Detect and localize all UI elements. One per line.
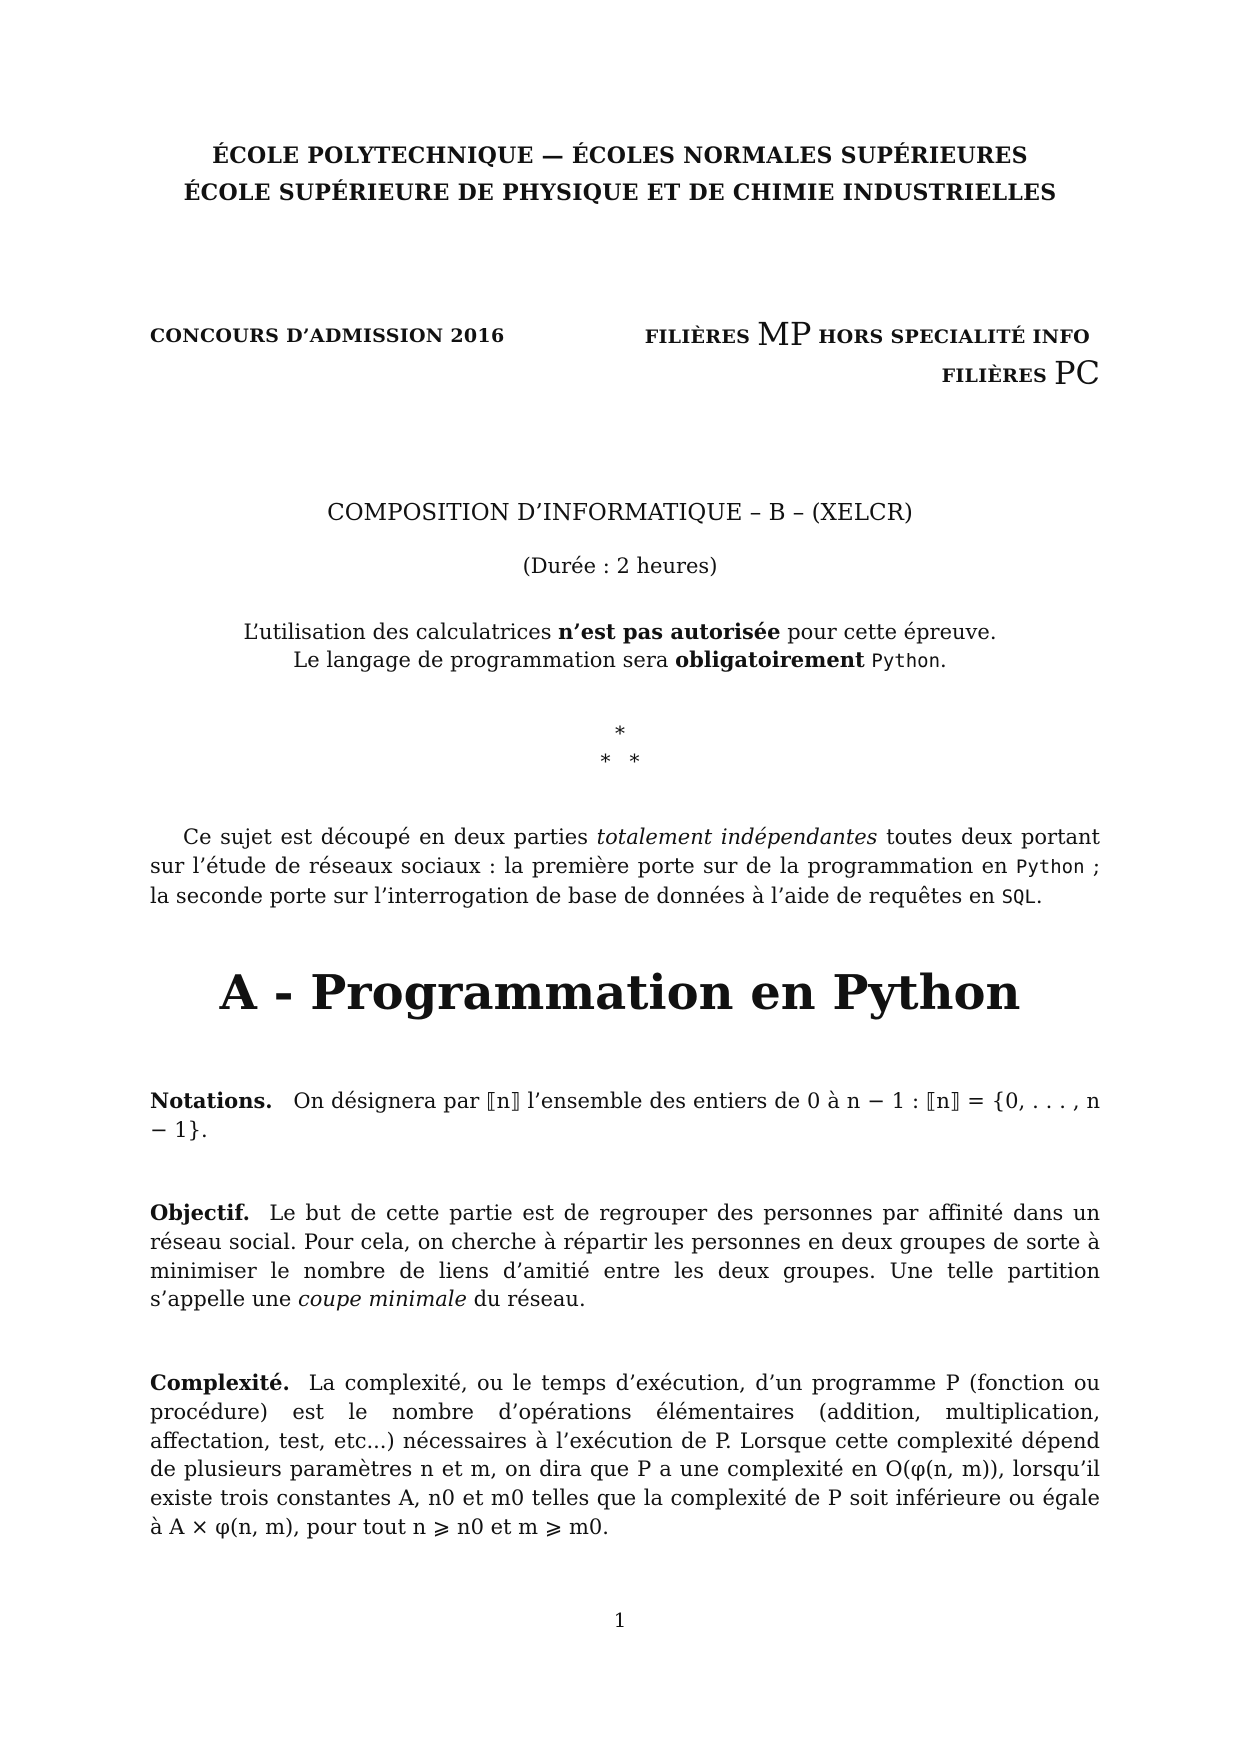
- calc-text-pre: L’utilisation des calculatrices: [243, 620, 559, 644]
- star-separator-bottom: * *: [600, 749, 640, 773]
- intro-paragraph: [150, 823, 1100, 911]
- complexite-paragraph: [150, 1369, 1100, 1542]
- section-title: A - Programmation en Python: [219, 965, 1021, 1021]
- composition-title: COMPOSITION D’INFORMATIQUE – B – (XELCR): [327, 500, 913, 526]
- notations-label: Notations.: [150, 1088, 273, 1113]
- duration: (Durée : 2 heures): [522, 554, 718, 578]
- concours-label: CONCOURS D’ADMISSION 2016: [150, 325, 505, 347]
- calc-text-post: pour cette épreuve.: [780, 620, 997, 644]
- header-line-2: ÉCOLE SUPÉRIEURE DE PHYSIQUE ET DE CHIMIE INDUSTRIELLES: [183, 180, 1057, 206]
- lang-text-bold: obligatoirement: [675, 647, 865, 672]
- objectif-emphasis: coupe minimale: [297, 1287, 467, 1312]
- intro-code-sql: SQL: [1001, 885, 1036, 908]
- lang-text-pre: Le langage de programmation sera: [293, 648, 676, 672]
- filieres-pc-line: [942, 354, 1100, 392]
- filiere-mp: MP: [757, 315, 812, 353]
- intro-code-python: Python: [1015, 855, 1085, 878]
- lang-text-post: .: [940, 648, 947, 672]
- intro-text-2: toutes deux portant sur l’étude de réseaux sociaux : la première porte sur de la programmation en: [150, 825, 1100, 878]
- intro-text-3: ; la seconde porte sur l’interrogation de base de données à l’aide de requêtes en: [150, 853, 1100, 908]
- intro-text-4: .: [1035, 883, 1043, 908]
- intro-text-1: Ce sujet est découpé en deux parties: [183, 825, 597, 849]
- objectif-text-1: Le but de cette partie est de regrouper des personnes par affinité dans un réseau social. Pour cela, on cherche à répartir les personnes en deux groupes de sorte à minimiser le nombre de liens d’amitié entre les deux groupes. Une telle partition s’appelle une: [150, 1201, 1100, 1312]
- intro-emphasis: totalement indépendantes: [596, 825, 878, 849]
- calc-text-bold: n’est pas autorisée: [558, 619, 781, 644]
- complexite-text: La complexité, ou le temps d’exécution, d’un programme P (fonction ou procédure) est le nombre d’opérations élémentaires (addition, multiplication, affectation, test, etc...) nécessaires à l’exécution de P. Lorsque cette complexité dépend de plusieurs paramètres n et m, on dira que P a une complexité en O(φ(n, m)), lorsqu’il existe trois constantes A, n0 et m0 telles que la complexité de P soit inférieure ou égale à A × φ(n, m), pour tout n ⩾ n0 et m ⩾ m0.: [150, 1371, 1100, 1539]
- filieres-mp-line: [645, 315, 1090, 353]
- notations-paragraph: [150, 1087, 1100, 1145]
- filieres-label-2: FILIÈRES: [941, 365, 1048, 387]
- language-rule: [0, 646, 1240, 675]
- filiere-pc: PC: [1053, 354, 1100, 392]
- filieres-label: FILIÈRES: [644, 326, 751, 348]
- notations-text: On désignera par ⟦n⟧ l’ensemble des entiers de 0 à n − 1 : ⟦n⟧ = {0, . . . , n − 1}.: [150, 1089, 1100, 1142]
- hors-specialite-label: HORS SPECIALITÉ INFO: [818, 326, 1090, 348]
- objectif-label: Objectif.: [150, 1200, 250, 1225]
- complexite-label: Complexité.: [150, 1370, 290, 1395]
- header-line-1: ÉCOLE POLYTECHNIQUE — ÉCOLES NORMALES SUPÉRIEURES: [212, 143, 1028, 169]
- objectif-text-2: du réseau.: [466, 1287, 586, 1312]
- star-separator-top: *: [615, 721, 625, 745]
- lang-code: Python: [871, 650, 941, 672]
- page-number: 1: [613, 1608, 627, 1632]
- objectif-paragraph: [150, 1199, 1100, 1314]
- calculator-rule: [0, 618, 1240, 646]
